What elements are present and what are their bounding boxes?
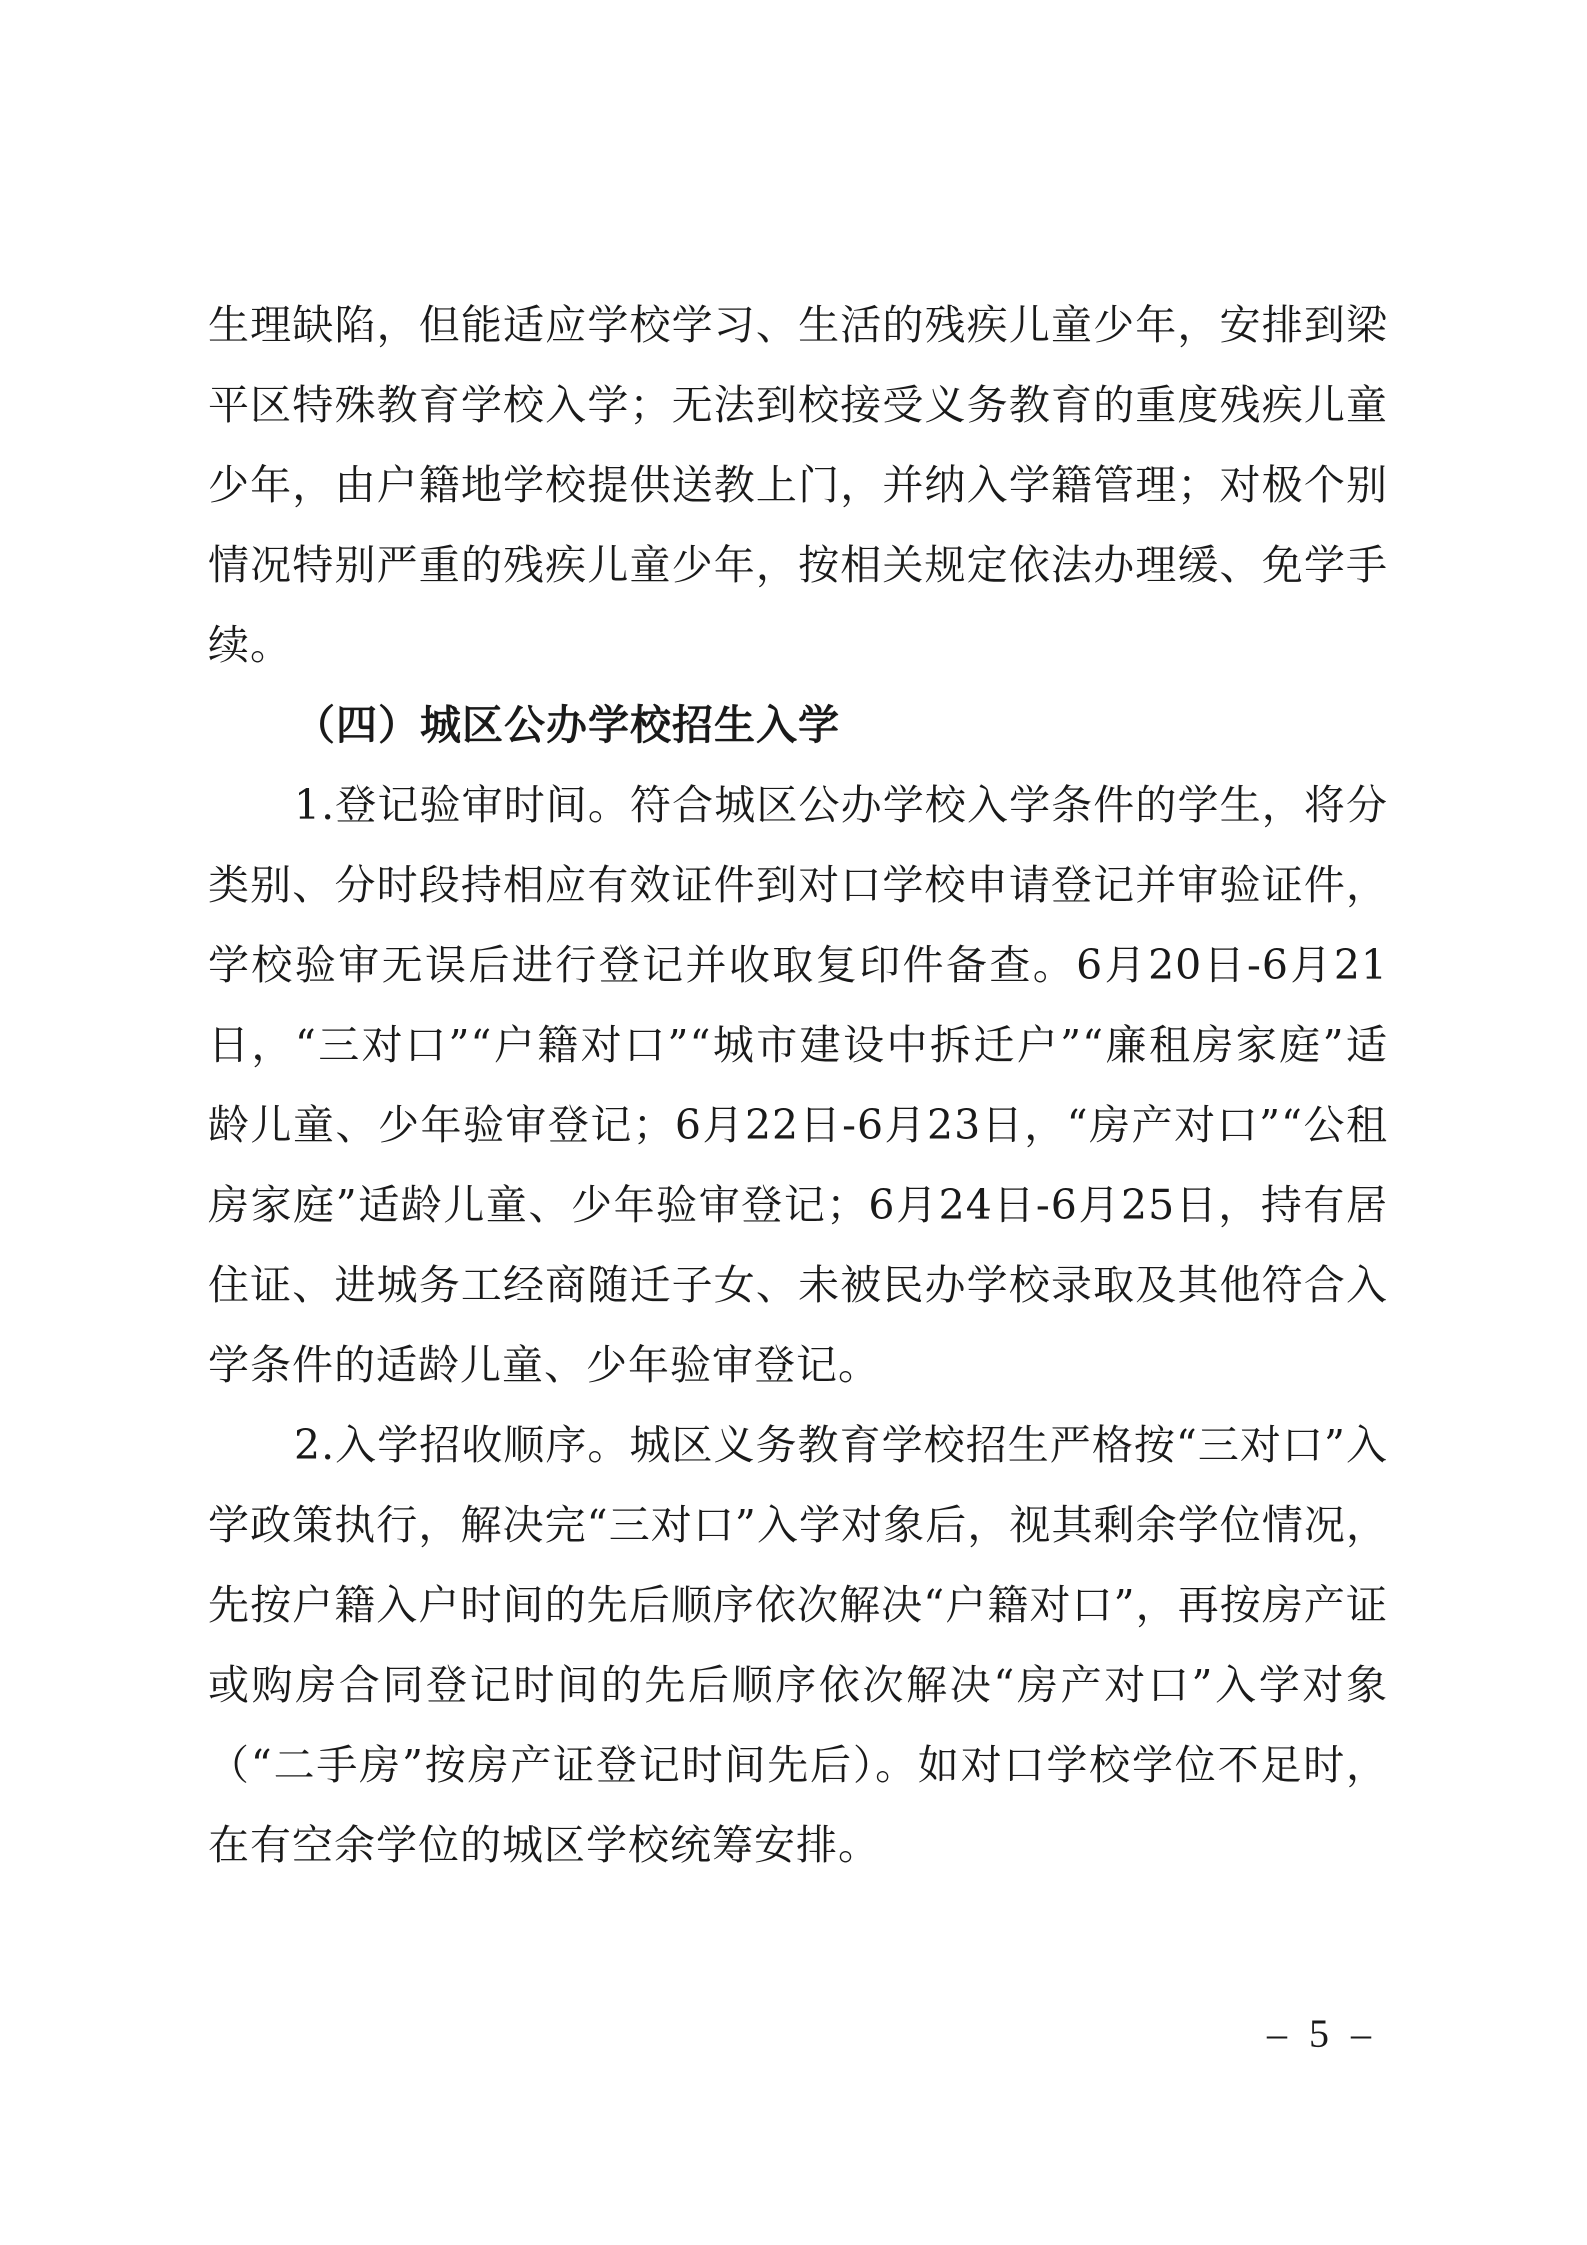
page-number: – 5 – — [1267, 2011, 1377, 2056]
paragraph-continued: 生理缺陷，但能适应学校学习、生活的残疾儿童少年，安排到梁平区特殊教育学校入学；无法到校接受义务教育的重度残疾儿童少年，由户籍地学校提供送教上门，并纳入学籍管理；对极个别情况特别严重的残疾儿童少年，按相关规定依法办理缓、免学手续。 — [208, 301, 1388, 669]
paragraph-admission-order: 2.入学招收顺序。城区义务教育学校招生严格按“三对口”入学政策执行，解决完“三对口”入学对象后，视其剩余学位情况，先按户籍入户时间的先后顺序依次解决“户籍对口”，再按房产证或购房合同登记时间的先后顺序依次解决“房产对口”入学对象（“二手房”按房产证登记时间先后）。如对口学校学位不足时，在有空余学位的城区学校统筹安排。 — [208, 1421, 1388, 1869]
document-body — [208, 285, 1388, 1885]
section-heading: （四）城区公办学校招生入学 — [294, 701, 840, 749]
paragraph-registration-time: 1.登记验审时间。符合城区公办学校入学条件的学生，将分类别、分时段持相应有效证件到对口学校申请登记并审验证件，学校验审无误后进行登记并收取复印件备查。6月20日-6月21日，“三对口”“户籍对口”“城市建设中拆迁户”“廉租房家庭”适龄儿童、少年验审登记；6月22日-6月23日，“房产对口”“公租房家庭”适龄儿童、少年验审登记；6月24日-6月25日，持有居住证、进城务工经商随迁子女、未被民办学校录取及其他符合入学条件的适龄儿童、少年验审登记。 — [208, 781, 1388, 1389]
